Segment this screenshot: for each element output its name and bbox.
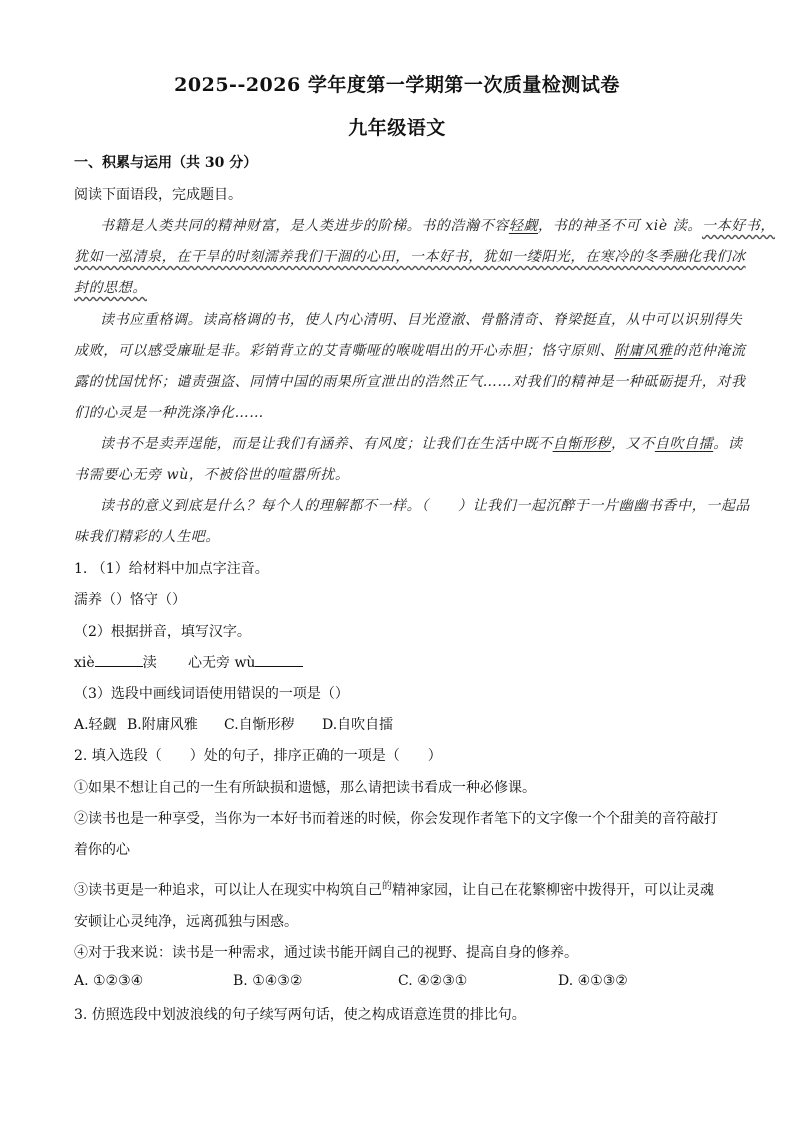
passage-text: 书籍是人类共同的精神财富，是人类进步的阶梯。书的浩瀚不容 [100, 218, 509, 234]
passage-text: ，又不 [611, 436, 655, 452]
q1-option-d[interactable]: D.自吹自擂 [322, 717, 394, 733]
q1-pinyin-row [74, 652, 157, 672]
passage-p2-line1: 读书应重格调。读高格调的书，使人内心清明、目光澄澈、骨骼清奇、脊梁挺直，从中可以识别得失 [100, 312, 743, 328]
sentence-text: 精神家园，让自己在花繁柳密中拨得开，可以让灵魂 [392, 882, 714, 899]
q2-sentence-1: ①如果不想让自己的一生有所缺损和遗憾，那么请把读书看成一种必修课。 [74, 780, 536, 796]
pinyin: xiè [74, 655, 95, 671]
q1-option-c[interactable]: C.自惭形秽 [224, 717, 295, 733]
underlined-word: 自惭形秽 [552, 436, 612, 452]
passage-p4-line2: 味我们精彩的人生吧。 [74, 529, 220, 545]
passage-p1-line3: 封的思想。 [74, 280, 147, 296]
q1-option-a[interactable]: A.轻觑 [74, 717, 117, 733]
instruction: 阅读下面语段，完成题目。 [74, 187, 242, 203]
q2-option-c[interactable]: C. ④②③① [398, 973, 468, 989]
q2-option-b[interactable]: B. ①④③② [233, 973, 303, 989]
passage-p1-line2: 犹如一泓清泉，在干旱的时刻濡养我们干涸的心田，一本好书，犹如一缕阳光，在寒冷的冬季融化我们冰 [74, 249, 746, 265]
answer-blank[interactable] [255, 654, 303, 667]
passage-text: 成败，可以感受廉耻是非。彩销背立的艾青嘶哑的喉咙唱出的开心赤胆；恪守原则、 [74, 343, 615, 359]
q2-sentence-2-line2: 着你的心 [74, 842, 130, 858]
passage-text: 的范仲淹流 [672, 343, 746, 359]
q2-sentence-2-line1: ②读书也是一种享受，当你为一本好书而着迷的时候，你会发现作者笔下的文字像一个个甜美的音符敲打 [74, 811, 718, 827]
q3-stem: 3. 仿照选段中划波浪线的句子续写两句话，使之构成语意连贯的排比句。 [74, 1007, 526, 1023]
q2-stem: 2. 填入选段（ ）处的句子，排序正确的一项是（ ） [74, 748, 442, 764]
passage-p2-line4: 们的心灵是一种洗涤净化…… [74, 405, 264, 421]
sentence-text: ③读书更是一种追求，可以让人在现实中构筑自己 [74, 882, 382, 899]
passage-p2-line2 [74, 340, 746, 360]
q2-sentence-3-line2: 安顿让心灵纯净，远离孤独与困惑。 [74, 914, 298, 930]
passage-p3-line1 [100, 433, 742, 453]
answer-blank[interactable] [95, 654, 143, 667]
q1-sub1: 濡养（）恪守（） [74, 592, 186, 608]
pinyin: 心无旁 wù [188, 655, 256, 671]
q1-sub2: （2）根据拼音，填写汉字。 [74, 624, 251, 640]
exam-subtitle: 九年级语文 [348, 117, 446, 139]
passage-text: 读书不是卖弄逞能，而是让我们有涵养、有风度；让我们在生活中既不 [100, 436, 553, 452]
underlined-word: 轻觑 [508, 218, 539, 234]
section-heading: 一、积累与运用（共 30 分） [74, 155, 258, 171]
pinyin-suffix: 渎 [142, 655, 157, 671]
passage-p3-line2: 书需要心无旁 wù，不被俗世的喧嚣所扰。 [74, 467, 350, 483]
q2-sentence-4: ④对于我来说：读书是一种需求，通过读书能开阔自己的视野、提高自身的修养。 [74, 945, 578, 961]
superscript-char: 的 [382, 881, 392, 892]
q2-sentence-3-line1 [74, 877, 714, 900]
q1-stem: 1. （1）给材料中加点字注音。 [74, 561, 269, 577]
q1-pinyin-row-2 [188, 652, 303, 672]
passage-text: 。读 [713, 436, 743, 452]
q1-sub3: （3）选段中画线词语使用错误的一项是（） [74, 686, 349, 702]
underlined-word: 自吹自擂 [654, 436, 714, 452]
q2-option-d[interactable]: D. ④①③② [558, 973, 628, 989]
underlined-word: 附庸风雅 [614, 343, 673, 359]
passage-text: ，书的神圣不可 xiè 渎。 [538, 218, 702, 234]
passage-p1-line1 [100, 215, 775, 235]
q2-option-a[interactable]: A. ①②③④ [74, 973, 144, 989]
q1-option-b[interactable]: B.附庸风雅 [127, 717, 198, 733]
passage-p2-line3: 露的忧国忧怀；谴责强盗、同情中国的雨果所宣泄出的浩然正气……对我们的精神是一种砥砺提升，对我 [74, 374, 746, 390]
passage-p4-line1: 读书的意义到底是什么？每个人的理解都不一样。（ ）让我们一起沉醉于一片幽幽书香中，一起品 [100, 498, 750, 514]
exam-title: 2025--2026 学年度第一学期第一次质量检测试卷 [174, 74, 620, 96]
wavy-underlined-text: 一本好书， [701, 218, 775, 234]
